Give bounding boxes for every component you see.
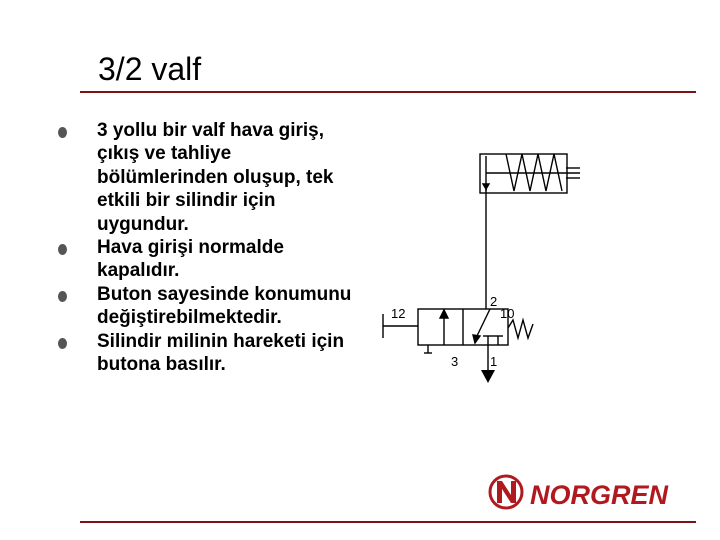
bullet-text: Buton sayesinde konumunu değiştirebilmektedir. (97, 283, 352, 329)
norgren-wordmark: NORGREN (530, 480, 669, 510)
bullet-text: Silindir milinin hareketi için butona basılır. (97, 330, 345, 376)
pressure-source-icon (481, 370, 495, 383)
page-title: 3/2 valf (98, 51, 202, 87)
footer-divider (80, 521, 696, 523)
port-label-12: 12 (391, 306, 406, 321)
port-label-10: 10 (500, 306, 515, 321)
bullet-text: 3 yollu bir valf hava giriş, çıkış ve tahliye bölümlerinden oluşup, tek etkili bir silindir için uygundur. (97, 120, 334, 235)
bullet-text: Hava girişi normalde kapalıdır. (97, 237, 284, 282)
cylinder-port-arrow (483, 184, 489, 189)
norgren-n-logo-icon (490, 476, 522, 508)
port-label-1: 1 (490, 354, 498, 369)
return-spring-icon (508, 320, 533, 338)
flow-arrow-icon (473, 335, 480, 343)
port-label-2: 2 (490, 294, 498, 309)
flow-path (476, 309, 490, 338)
single-acting-cylinder (480, 154, 580, 193)
flow-arrow-icon (440, 310, 448, 318)
norgren-logo (486, 473, 696, 513)
port-label-3: 3 (451, 354, 459, 369)
